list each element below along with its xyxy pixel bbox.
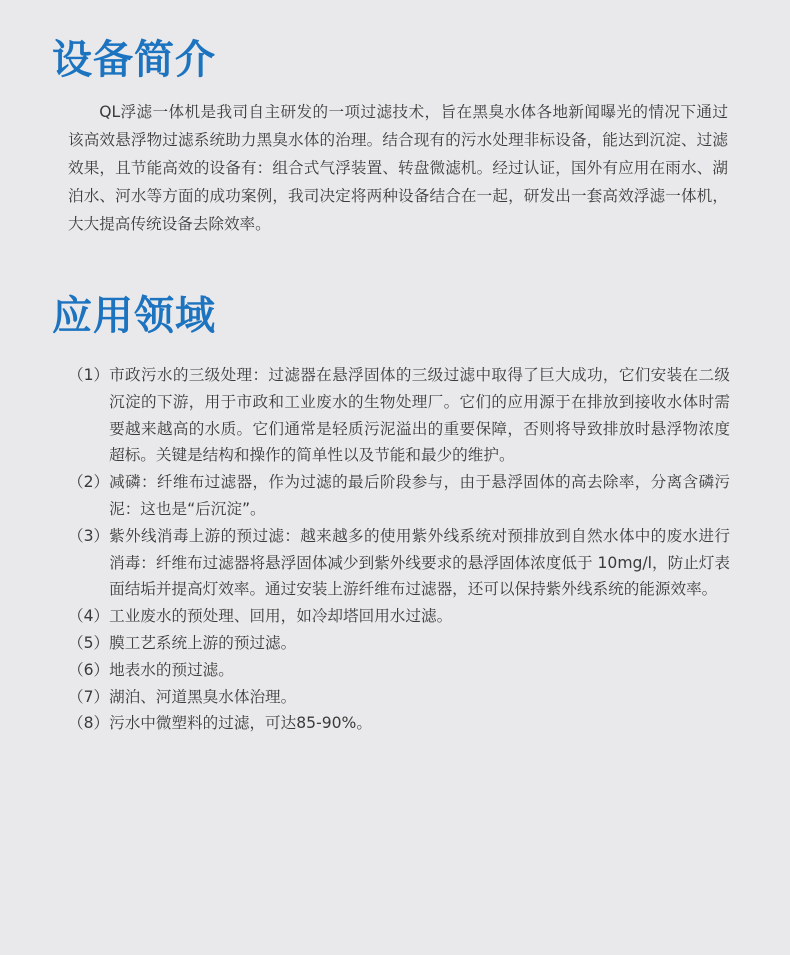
application-text: 湖泊、河道黑臭水体治理。 [109,687,297,706]
applications-list [68,362,730,737]
application-text: 地表水的预过滤。 [109,660,234,679]
application-number: （4） [68,607,110,626]
application-text: 污水中微塑料的过滤，可达85-90%。 [109,714,372,733]
intro-paragraph: QL浮滤一体机是我司自主研发的一项过滤技术，旨在黑臭水体各地新闻曝光的情况下通过该高效悬浮物过滤系统助力黑臭水体的治理。结合现有的污水处理非标设备，能达到沉淀、过滤效果，且节能高效的设备有：组合式气浮装置、转盘微滤机。经过认证，国外有应用在雨水、湖泊水、河水等方面的成功案例，我司决定将两种设备结合在一起，研发出一套高效浮滤一体机，大大提高传统设备去除效率。 [68,103,728,233]
application-number: （8） [68,714,110,733]
application-item-2 [68,469,730,523]
application-number: （7） [68,687,110,706]
application-item-1 [68,362,730,469]
application-text: 膜工艺系统上游的预过滤。 [109,633,297,652]
section-heading-intro: 设备简介 [52,37,216,83]
application-item-5 [68,630,730,657]
application-item-7 [68,684,730,711]
application-number: （6） [68,660,110,679]
application-item-6 [68,657,730,684]
application-item-8 [68,710,730,737]
application-text: 市政污水的三级处理：过滤器在悬浮固体的三级过滤中取得了巨大成功，它们安装在二级沉淀的下游，用于市政和工业废水的生物处理厂。它们的应用源于在排放到接收水体时需要越来越高的水质。它们通常是轻质污泥溢出的重要保障，否则将导致排放时悬浮物浓度超标。关键是结构和操作的简单性以及节能和最少的维护。 [109,366,730,465]
application-number: （2） [68,473,110,492]
application-text: 减磷：纤维布过滤器，作为过滤的最后阶段参与，由于悬浮固体的高去除率，分离含磷污泥：这也是“后沉淀”。 [109,473,730,518]
application-number: （5） [68,633,110,652]
application-number: （3） [68,526,110,545]
section-heading-applications: 应用领域 [52,293,216,339]
application-item-3 [68,523,730,603]
application-text: 工业废水的预处理、回用，如冷却塔回用水过滤。 [109,607,453,626]
application-text: 紫外线消毒上游的预过滤：越来越多的使用紫外线系统对预排放到自然水体中的废水进行消毒：纤维布过滤器将悬浮固体减少到紫外线要求的悬浮固体浓度低于 10mg/l，防止灯表面结垢并提高灯效率。通过安装上游纤维布过滤器，还可以保持紫外线系统的能源效率。 [109,526,730,599]
application-item-4 [68,603,730,630]
application-number: （1） [68,366,110,384]
